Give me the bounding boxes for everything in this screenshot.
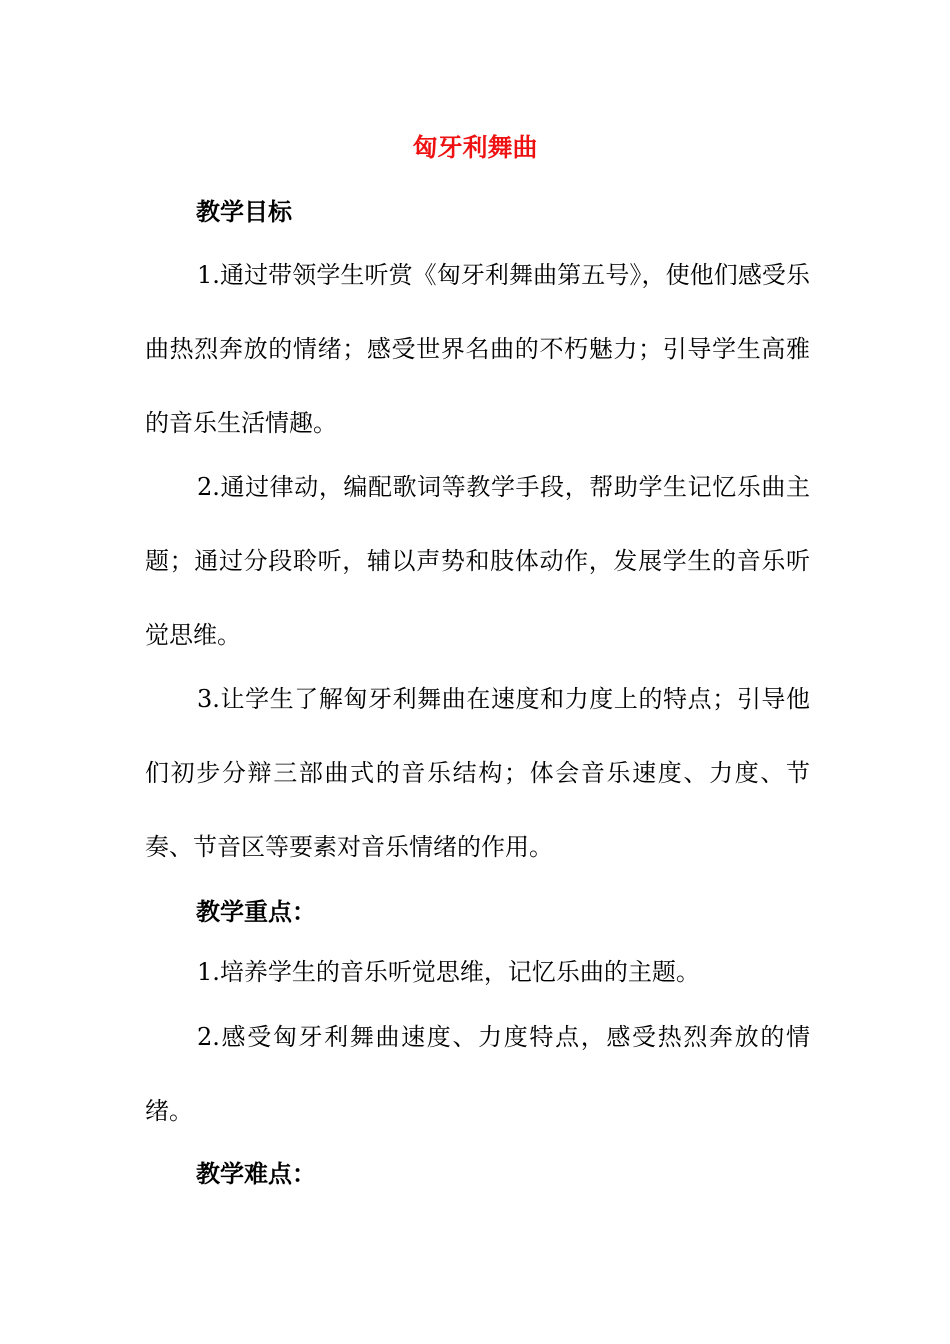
key-point-item-1: 1.培养学生的音乐听觉思维，记忆乐曲的主题。 bbox=[197, 958, 700, 986]
section-heading-difficulties: 教学难点： bbox=[196, 1160, 316, 1188]
document-title: 匈牙利舞曲 bbox=[412, 133, 538, 162]
objective-item-1: 1.通过带领学生听赏《匈牙利舞曲第五号》，使他们感受乐曲热烈奔放的情绪；感受世界名曲的不朽魅力；引导学生高雅的音乐生活情趣。 bbox=[145, 261, 810, 437]
objective-item-3: 3.让学生了解匈牙利舞曲在速度和力度上的特点；引导他们初步分辩三部曲式的音乐结构；体会音乐速度、力度、节奏、节音区等要素对音乐情绪的作用。 bbox=[145, 685, 810, 861]
section-heading-key-points: 教学重点： bbox=[196, 898, 316, 926]
key-point-item-2: 2.感受匈牙利舞曲速度、力度特点，感受热烈奔放的情绪。 bbox=[145, 1023, 810, 1125]
section-heading-objectives: 教学目标 bbox=[196, 198, 292, 226]
objective-item-2: 2.通过律动，编配歌词等教学手段，帮助学生记忆乐曲主题；通过分段聆听，辅以声势和肢体动作，发展学生的音乐听觉思维。 bbox=[145, 473, 810, 649]
